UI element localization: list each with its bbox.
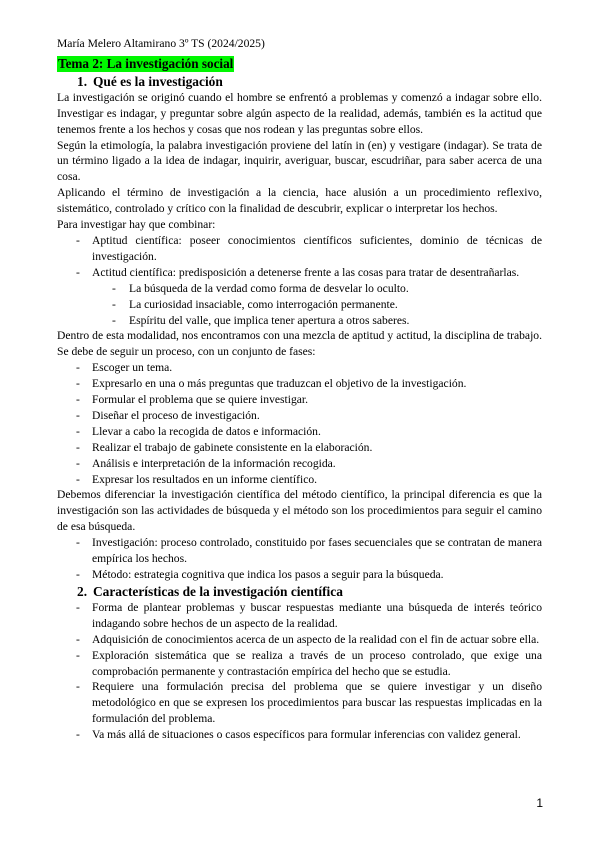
list-item: - Requiere una formulación precisa del problema que se quiere investigar y un diseño metodológico en que se expresen los procedimientos para buscar las respuestas implicadas en la formulación del problema. [57, 679, 542, 727]
list-item: - Adquisición de conocimientos acerca de un aspecto de la realidad con el fin de actuar sobre ella. [57, 632, 542, 648]
list-item: - Expresarlo en una o más preguntas que traduzcan el objetivo de la investigación. [57, 376, 542, 392]
paragraph: Aplicando el término de investigación a la ciencia, hace alusión a un procedimiento reflexivo, sistemático, controlado y crítico con la finalidad de descubrir, explicar o interpretar los hechos. [57, 186, 542, 216]
list-item: - Investigación: proceso controlado, constituido por fases secuenciales que se contratan de manera empírica los hechos. [57, 535, 542, 567]
list-item: - Aptitud científica: poseer conocimientos científicos suficientes, dominio de técnicas de investigación. [57, 233, 542, 265]
section-2-heading: 2. Características de la investigación científica [77, 583, 343, 599]
list-item: - Escoger un tema. [57, 360, 542, 376]
page-header: María Melero Altamirano 3º TS (2024/2025) [57, 37, 265, 50]
characteristics-list [57, 600, 542, 743]
list-item: - La curiosidad insaciable, como interrogación permanente. [57, 297, 542, 313]
list-item: - Análisis e interpretación de la información recogida. [57, 456, 542, 472]
list-item: - Exploración sistemática que se realiza a través de un proceso controlado, que exige una comprobación permanente y contrastación empírica del hecho que se estudia. [57, 648, 542, 680]
attitude-sublist [92, 281, 542, 329]
topic-title: Tema 2: La investigación social [58, 55, 234, 71]
list-item: - La búsqueda de la verdad como forma de desvelar lo oculto. [57, 281, 542, 297]
document-page [57, 36, 542, 743]
paragraph: Para investigar hay que combinar: [57, 218, 216, 232]
list-item: - Realizar el trabajo de gabinete consistente en la elaboración. [57, 440, 542, 456]
list-item: - Forma de plantear problemas y buscar respuestas mediante una búsqueda de interés teórico indagando sobre hechos de un aspecto de la realidad. [57, 600, 542, 632]
section-1-heading: 1. Qué es la investigación [77, 73, 223, 89]
paragraph: Debemos diferenciar la investigación científica del método científico, la principal diferencia es que la investigación son las actividades de búsqueda y el método son los procedimientos para seguir el camino de esa búsqueda. [57, 488, 542, 534]
list-item: - Llevar a cabo la recogida de datos e información. [57, 424, 542, 440]
list-item: - Diseñar el proceso de investigación. [57, 408, 542, 424]
phases-list [57, 360, 542, 487]
list-item: - Formular el problema que se quiere investigar. [57, 392, 542, 408]
list-item: - Va más allá de situaciones o casos específicos para formular inferencias con validez general. [57, 727, 542, 743]
paragraph: Según la etimología, la palabra investigación proviene del latín in (en) y vestigare (indagar). Se trata de un término ligado a la idea de indagar, inquirir, averiguar, buscar, escudriñar, para saber acerca de una cosa. [57, 138, 542, 184]
paragraph: La investigación se originó cuando el hombre se enfrentó a problemas y comenzó a indagar sobre ello. Investigar es indagar, y preguntar sobre algún aspecto de la realidad, además, también es la actitud que tenemos frente a los hechos y cosas que nos rodean y las preguntas sobre ellos. [57, 90, 542, 136]
list-item: - Expresar los resultados en un informe científico. [57, 472, 542, 488]
list-item: - Actitud científica: predisposición a detenerse frente a las cosas para tratar de desentrañarlas. - La búsqueda de la verdad como forma de desvelar lo oculto. - La curiosidad insaciable, como interrogación permanente. - Espíritu del valle, que implica tener apertura a otros saberes. [57, 265, 542, 329]
list-item: - Método: estrategia cognitiva que indica los pasos a seguir para la búsqueda. [57, 567, 542, 583]
definitions-list [57, 535, 542, 583]
page-number: 1 [536, 796, 543, 810]
list-item: - Espíritu del valle, que implica tener apertura a otros saberes. [57, 313, 542, 329]
paragraph: Dentro de esta modalidad, nos encontramos con una mezcla de aptitud y actitud, la disciplina de trabajo. Se debe de seguir un proceso, con un conjunto de fases: [57, 329, 542, 359]
combine-list [57, 233, 542, 328]
